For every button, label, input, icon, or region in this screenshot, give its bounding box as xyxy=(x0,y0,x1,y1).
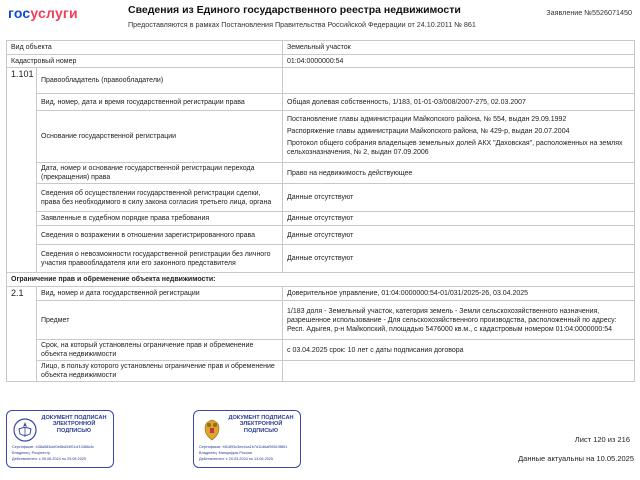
registry-table xyxy=(6,40,635,382)
stamp-owner: Владелец: Минцифры России xyxy=(199,451,252,455)
stamp-owner: Владелец: Росреестр xyxy=(12,451,51,455)
transfer-label: Дата, номер и основание государственной регистрации перехода (прекращения) права xyxy=(37,163,283,184)
restriction-registration-value: Доверительное управление, 01:04:0000000:54-01/031/2025-26, 03.04.2025 xyxy=(283,287,635,301)
restriction-number: 2.1 xyxy=(7,287,37,382)
table-row xyxy=(7,163,635,184)
document-header xyxy=(0,0,640,36)
stamp-title: ДОКУМЕНТ ПОДПИСАН ЭЛЕКТРОННОЙ ПОДПИСЬЮ xyxy=(228,415,294,434)
owner-label: Правообладатель (правообладатели) xyxy=(37,68,283,94)
basis-label: Основание государственной регистрации xyxy=(37,111,283,163)
document-subtitle: Предоставляются в рамках Постановления Правительства Российской Федерации от 24.10.2011 № 861 xyxy=(128,20,476,29)
term-label: Срок, на который установлены ограничение прав и обременение объекта недвижимости xyxy=(37,340,283,361)
table-row xyxy=(7,55,635,68)
cadastral-number-label: Кадастровый номер xyxy=(7,55,283,68)
beneficiary-label: Лицо, в пользу которого установлены ограничение прав и обременение объекта недвижимости xyxy=(37,361,283,382)
statement-number: Заявление №5526071450 xyxy=(546,8,632,17)
table-row xyxy=(7,68,635,94)
table-row xyxy=(7,301,635,340)
stamp-certificate: Сертификат: b51893c3ee4ca1b7d11d6af95519f851 xyxy=(199,445,288,449)
basis-document: Постановление главы администрации Майкопского района, № 554, выдан 29.09.1992 xyxy=(287,115,567,123)
sheet-counter: Лист 120 из 216 xyxy=(574,435,630,444)
right-registration-label: Вид, номер, дата и время государственной регистрации права xyxy=(37,94,283,111)
stamp-validity: Действителен: с 20.03.2024 по 13.06.2025 xyxy=(199,457,274,461)
no-consent-value: Данные отсутствуют xyxy=(283,184,635,212)
object-type-value: Земельный участок xyxy=(283,41,635,55)
basis-document: Протокол общего собрания владельцев земельных долей АКХ "Даховская", расположенных на землях сельхозназначения, № 2, выдан 07.09.2006 xyxy=(287,139,623,156)
no-consent-label: Сведения об осуществлении государственной регистрации сделки, права без необходимого в силу закона согласия третьего лица, органа xyxy=(37,184,283,212)
claims-value: Данные отсутствуют xyxy=(283,212,635,226)
stamp-certificate: Сертификат: b38a583dcf0e8bd34f01cf13466cfc xyxy=(12,445,94,449)
subject-value: 1/183 доля - Земельный участок, категория земель - Земли сельскохозяйственного назначения, разрешенное использование - Для сельскохозяйственного производства, расположенный по адресу: Респ. Адыгея, р-н Майкопский, площадью 5476000 кв.м., с кадастровым номером 01:04:0000000:54 xyxy=(283,301,635,340)
gosuslugi-logo[interactable] xyxy=(8,5,78,21)
impossible-value: Данные отсутствуют xyxy=(283,245,635,273)
table-row xyxy=(7,273,635,287)
table-row xyxy=(7,226,635,245)
transfer-value: Право на недвижимость действующее xyxy=(283,163,635,184)
data-actual-date: Данные актуальны на 10.05.2025 xyxy=(518,454,634,463)
restrictions-heading: Ограничение прав и обременение объекта недвижимости: xyxy=(7,273,635,287)
subject-label: Предмет xyxy=(37,301,283,340)
objections-value: Данные отсутствуют xyxy=(283,226,635,245)
table-row xyxy=(7,245,635,273)
signature-stamp-mintsifry xyxy=(193,410,301,468)
table-row xyxy=(7,184,635,212)
stamp-validity: Действителен: с 05.06.2024 по 29.08.2025 xyxy=(12,457,87,461)
objections-label: Сведения о возражении в отношении зарегистрированного права xyxy=(37,226,283,245)
basis-document: Распоряжение главы администрации Майкопского района, № 429-р, выдан 20.07.2004 xyxy=(287,127,570,135)
impossible-label: Сведения о невозможности государственной регистрации без личного участия правообладателя или его законного представителя xyxy=(37,245,283,273)
table-row xyxy=(7,111,635,163)
beneficiary-value xyxy=(283,361,635,382)
stamp-title: ДОКУМЕНТ ПОДПИСАН ЭЛЕКТРОННОЙ ПОДПИСЬЮ xyxy=(41,415,107,434)
owner-value xyxy=(283,68,635,94)
cadastral-number-value: 01:04:0000000:54 xyxy=(283,55,635,68)
logo-part-gos: гос xyxy=(8,5,31,21)
table-row xyxy=(7,94,635,111)
table-row xyxy=(7,361,635,382)
right-registration-value: Общая долевая собственность, 1/183, 01-01-03/008/2007-275, 02.03.2007 xyxy=(283,94,635,111)
basis-values xyxy=(283,111,635,163)
section-number: 1.101 xyxy=(7,68,37,273)
document-title: Сведения из Единого государственного реестра недвижимости xyxy=(128,4,461,16)
table-row xyxy=(7,41,635,55)
coat-of-arms-icon xyxy=(199,417,225,443)
table-row xyxy=(7,212,635,226)
restriction-registration-label: Вид, номер и дата государственной регистрации xyxy=(37,287,283,301)
signature-stamp-rosreestr xyxy=(6,410,114,468)
rosreestr-emblem-icon xyxy=(12,417,38,443)
table-row xyxy=(7,287,635,301)
logo-part-uslugi: услуги xyxy=(30,5,78,21)
object-type-label: Вид объекта xyxy=(7,41,283,55)
table-row xyxy=(7,340,635,361)
claims-label: Заявленные в судебном порядке права требования xyxy=(37,212,283,226)
term-value: с 03.04.2025 срок: 10 лет с даты подписания договора xyxy=(283,340,635,361)
